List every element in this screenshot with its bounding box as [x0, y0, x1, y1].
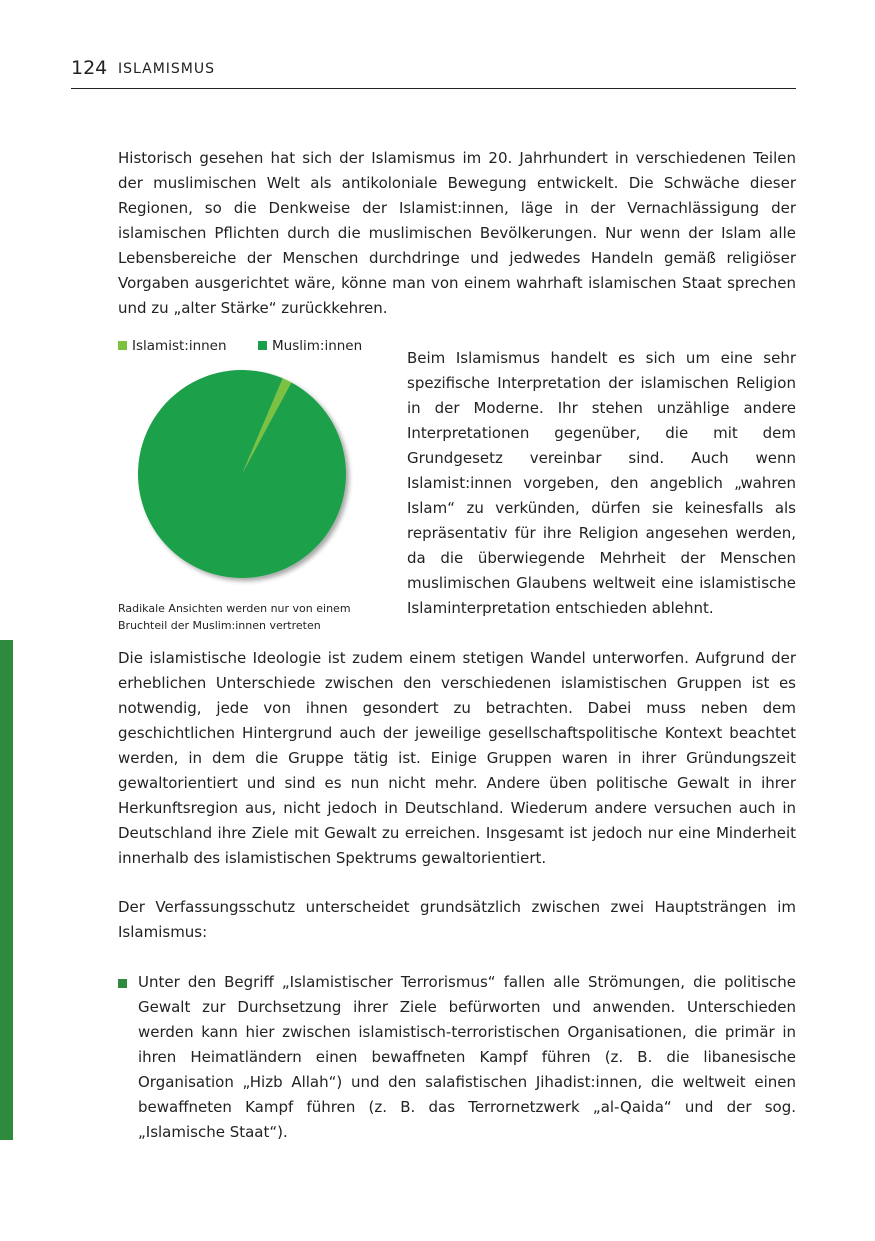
- legend-swatch-islamist: [118, 341, 127, 350]
- bullet-square-icon: [118, 979, 127, 988]
- main-strands-list: [118, 970, 796, 1145]
- list-item-text: Unter den Begriff „Islamistischer Terrorismus“ fallen alle Strömungen, die politische Gewalt zur Durchsetzung ihrer Ziele befürworten und anwenden. Unterschieden werden kann hier zwischen islamistisch-terroristischen Organisationen, die primär in ihren Heimatländern einen bewaffneten Kampf führen (z. B. die libanesische Organisation „Hizb Allah“) und den salafistischen Jihadist:innen, die weltweit einen bewaffneten Kampf führen (z. B. das Terrornetzwerk „al-Qaida“ und der sog. „Islamische Staat“).: [138, 973, 796, 1141]
- legend-swatch-muslim: [258, 341, 267, 350]
- chapter-marker-bar: [0, 640, 13, 1140]
- pie-chart: [128, 368, 358, 593]
- pie-slice-muslim: [138, 370, 346, 578]
- intro-paragraph: Historisch gesehen hat sich der Islamismus im 20. Jahrhundert in verschiedenen Teilen der muslimischen Welt als antikoloniale Bewegung entwickelt. Die Schwäche dieser Regionen, so die Denkweise der Islamist:innen, läge in der Vernachlässigung der islamischen Pflichten durch die muslimischen Bevölkerungen. Nur wenn der Islam alle Lebensbereiche der Menschen durchdringe und jedwedes Handeln gemäß religiöser Vorgaben ausgerichtet wäre, könne man von einem wahrhaft islamischen Staat sprechen und zu „alter Stärke“ zurückkehren.: [118, 149, 796, 317]
- pie-slices: [138, 370, 346, 578]
- legend-item-muslim: [258, 338, 362, 354]
- legend-label-islamist: Islamist:innen: [132, 338, 227, 354]
- legend-item-islamist: [118, 338, 227, 354]
- legend-label-muslim: Muslim:innen: [272, 338, 363, 354]
- page-number: 124: [71, 57, 108, 79]
- section-title: ISLAMISMUS: [118, 61, 216, 77]
- chart-caption: Radikale Ansichten werden nur von einem Bruchteil der Muslim:innen vertreten: [118, 602, 351, 632]
- ideology-paragraph: Die islamistische Ideologie ist zudem einem stetigen Wandel unterworfen. Aufgrund der erheblichen Unterschiede zwischen den verschiedenen islamistischen Gruppen ist es notwendig, jede von ihnen gesondert zu betrachten. Dabei muss neben dem geschichtlichen Hintergrund auch der jeweilige gesellschaftspolitische Kontext beachtet werden, in dem die Gruppe tätig ist. Einige Gruppen waren in ihrer Gründungszeit gewaltorientiert und sind es nun nicht mehr. Andere üben politische Gewalt in ihrer Herkunftsregion aus, nicht jedoch in Deutschland. Wiederum andere versuchen auch in Deutschland ihre Ziele mit Gewalt zu erreichen. Insgesamt ist jedoch nur eine Minderheit innerhalb des islamistischen Spektrums gewaltorientiert.: [118, 649, 796, 867]
- distinction-paragraph: Der Verfassungsschutz unterscheidet grundsätzlich zwischen zwei Hauptsträngen im Islamismus:: [118, 898, 796, 941]
- side-paragraph: Beim Islamismus handelt es sich um eine sehr spezifische Interpretation der islamischen Religion in der Moderne. Ihr stehen unzählige andere Interpretationen gegenüber, die mit dem Grundgesetz vereinbar sind. Auch wenn Islamist:innen vorgeben, den angeblich „wahren Islam“ zu verkünden, dürfen sie keinesfalls als repräsentativ für ihre Religion angesehen werden, da die überwiegende Mehrheit der Menschen muslimischen Glaubens weltweit eine islamistische Islaminterpretation entschieden ablehnt.: [407, 349, 796, 617]
- list-item: [118, 970, 796, 1145]
- page-header: [71, 56, 796, 89]
